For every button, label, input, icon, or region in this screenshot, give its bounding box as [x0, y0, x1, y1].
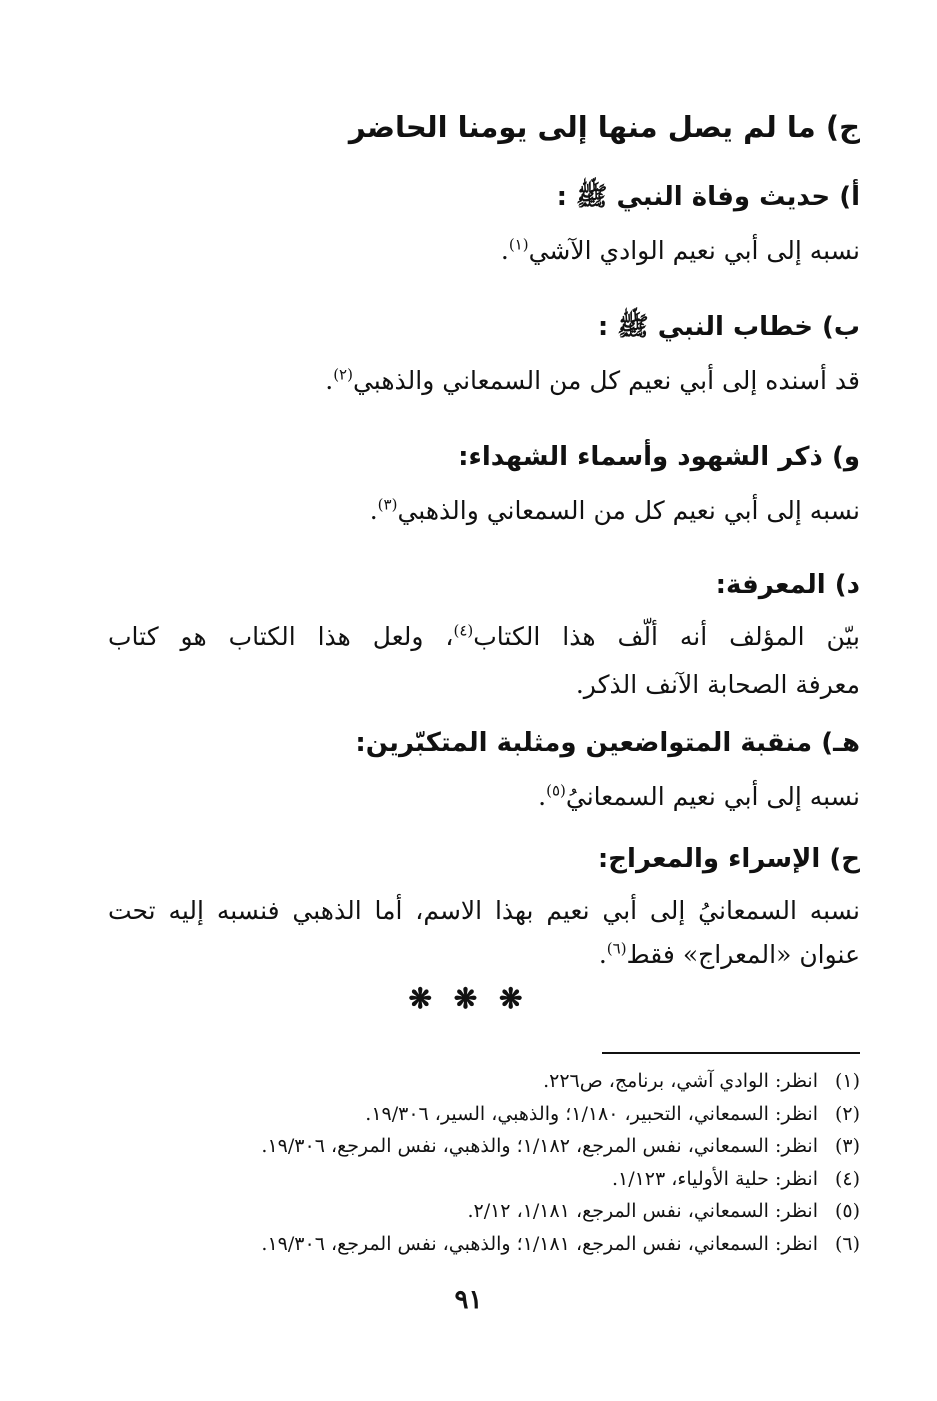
- section-separator: ❋ ❋ ❋: [408, 982, 529, 1015]
- body-line: معرفة الصحابة الآنف الذكر.: [575, 670, 860, 699]
- footnote-ref: (١): [508, 235, 529, 254]
- subheading-shuhud: و) ذكر الشهود وأسماء الشهداء:: [458, 442, 860, 472]
- subheading-isra: ح) الإسراء والمعراج:: [597, 844, 860, 874]
- body-line: بيّن المؤلف أنه ألّف هذا الكتاب$^{(٤)}$، ولعل هذا الكتاب هو كتاب: [108, 621, 860, 651]
- body-line: نسبه السمعانيُ إلى أبي نعيم بهذا الاسم، أما الذهبي فنسبه إليه تحت: [108, 896, 860, 925]
- footnote-ref: (٦): [606, 939, 627, 958]
- subheading-marifa: د) المعرفة:: [715, 570, 860, 600]
- footnote-text: انظر: حلية الأولياء، ١/١٢٣.: [611, 1167, 818, 1190]
- subheading-hadith-wafat: أ) حديث وفاة النبي ﷺ :: [556, 182, 860, 212]
- footnote-text: انظر: السمعاني، نفس المرجع، ١/١٨١، ٢/١٢.: [467, 1200, 818, 1222]
- footnote-number: (٥): [834, 1200, 860, 1222]
- footnote-number: (١): [834, 1070, 860, 1092]
- footnote-ref: (٥): [546, 781, 566, 800]
- footnote-ref: (٤): [453, 621, 474, 640]
- footnote-ref: (٣): [377, 495, 398, 514]
- subheading-khitab: ب) خطاب النبي ﷺ :: [597, 312, 860, 342]
- body-line: نسبه إلى أبي نعيم الوادي الآشي$^{(١)}$.: [500, 235, 860, 265]
- body-line: نسبه إلى أبي نعيم السمعانيُ$^{(٥)}$.: [538, 781, 860, 811]
- body-line: عنوان «المعراج» فقط$^{(٦)}$.: [598, 939, 860, 969]
- footnote-number: (٣): [834, 1135, 860, 1157]
- footnote-text: انظر: الوادي آشي، برنامج، ص٢٢٦.: [543, 1070, 818, 1092]
- footnotes: [261, 1065, 860, 1260]
- footnote-item: [261, 1098, 860, 1131]
- footnote-number: (٢): [834, 1102, 860, 1125]
- footnote-ref: (٢): [333, 365, 353, 384]
- footnote-text: انظر: السمعاني، نفس المرجع، ١/١٨١؛ والذهبي، نفس المرجع، ١٩/٣٠٦.: [261, 1232, 818, 1255]
- footnote-item: [261, 1228, 860, 1261]
- body-line: نسبه إلى أبي نعيم كل من السمعاني والذهبي$^{(٣)}$.: [369, 495, 860, 525]
- subheading-manqaba: هـ) منقبة المتواضعين ومثلبة المتكبّرين:: [355, 728, 860, 758]
- footnote-item: [261, 1130, 860, 1163]
- footnote-number: (٤): [834, 1167, 860, 1190]
- section-heading: ج) ما لم يصل منها إلى يومنا الحاضر: [348, 110, 860, 144]
- footnote-number: (٦): [834, 1232, 860, 1255]
- footnote-item: [261, 1163, 860, 1196]
- page-number: ٩١: [454, 1285, 483, 1315]
- footnote-rule: [602, 1052, 860, 1054]
- body-line: قد أسنده إلى أبي نعيم كل من السمعاني والذهبي$^{(٢)}$.: [325, 365, 860, 395]
- footnote-text: انظر: السمعاني، التحبير، ١/١٨٠؛ والذهبي، السير، ١٩/٣٠٦.: [365, 1102, 818, 1125]
- footnote-text: انظر: السمعاني، نفس المرجع، ١/١٨٢؛ والذهبي، نفس المرجع، ١٩/٣٠٦.: [261, 1135, 818, 1157]
- footnote-item: [261, 1195, 860, 1228]
- footnote-item: [261, 1065, 860, 1098]
